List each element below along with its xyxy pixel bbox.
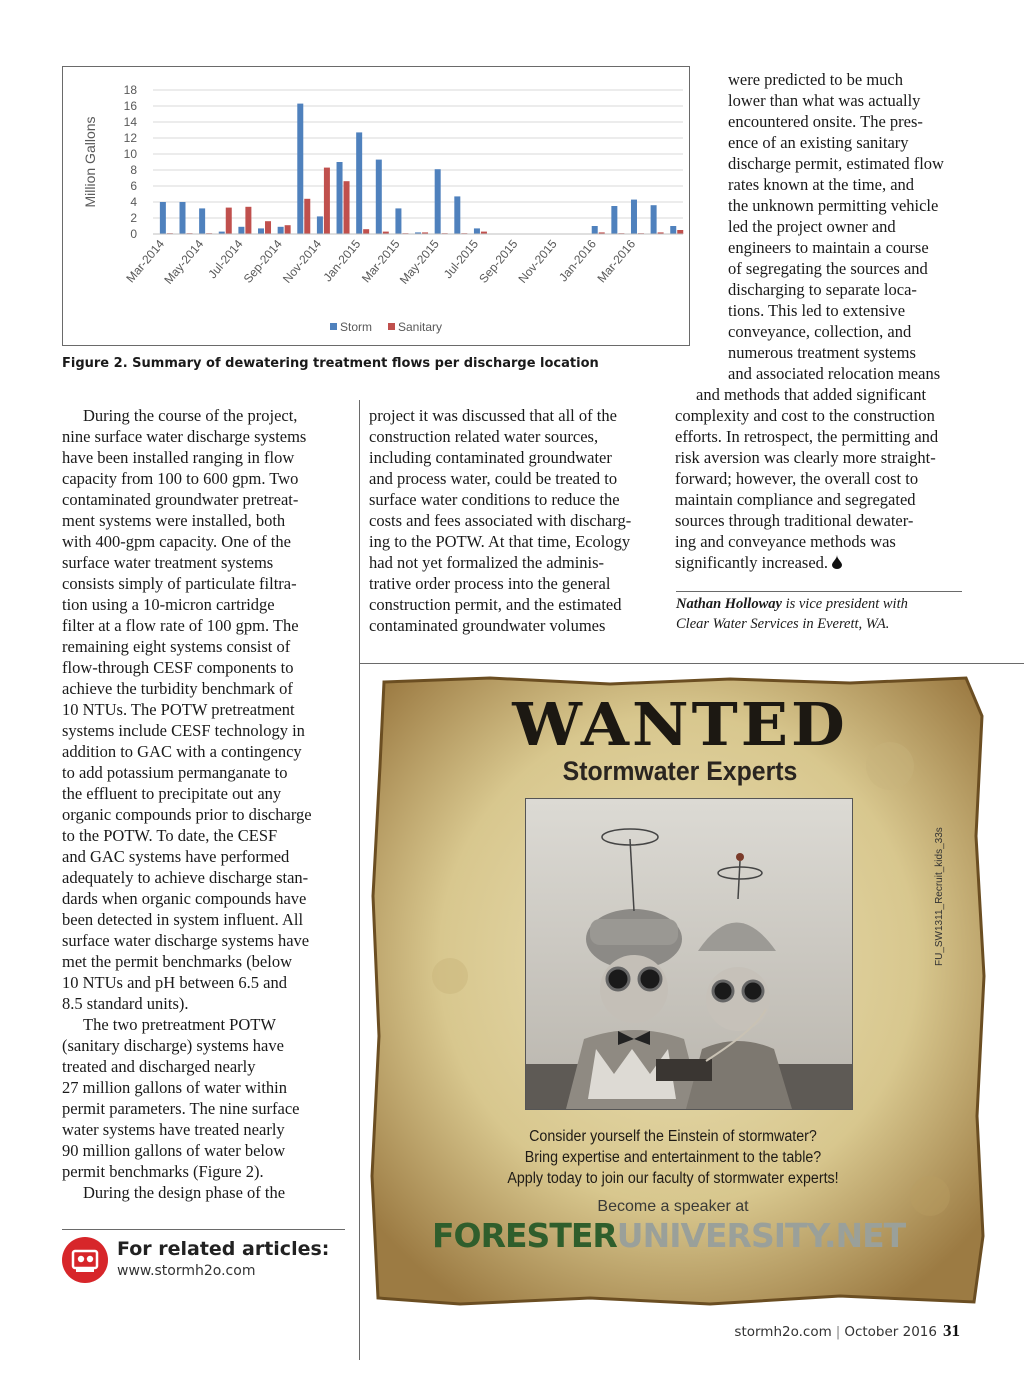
text-line: rates known at the time, and xyxy=(728,175,915,194)
x-tick-label: May-2014 xyxy=(161,236,207,287)
article-column-1 xyxy=(62,405,348,1203)
text-line: contaminated groundwater pretreat- xyxy=(62,490,299,509)
text-line: permit benchmarks (Figure 2). xyxy=(62,1162,264,1181)
end-mark-icon xyxy=(828,553,842,572)
text-line: risk aversion was clearly more straight- xyxy=(675,448,936,467)
x-tick-label: Sep-2014 xyxy=(240,236,285,286)
bar-storm xyxy=(670,226,676,234)
y-tick-label: 12 xyxy=(123,131,137,145)
bar-storm xyxy=(395,208,401,234)
text-line: achieve the turbidity benchmark of xyxy=(62,679,293,698)
text-line: complexity and cost to the construction xyxy=(675,406,935,425)
x-tick-label: May-2015 xyxy=(396,236,442,287)
text-line: 10 NTUs and pH between 6.5 and xyxy=(62,973,287,992)
bar-storm xyxy=(376,160,382,234)
x-tick-label: Sep-2015 xyxy=(476,236,521,286)
text-line: During the design phase of the xyxy=(83,1183,286,1202)
y-tick-label: 6 xyxy=(130,179,137,193)
bar-storm xyxy=(199,208,205,234)
x-tick-label: Nov-2014 xyxy=(279,236,325,286)
text-line: project it was discussed that all of the xyxy=(369,406,617,425)
related-articles-icon xyxy=(62,1237,108,1283)
text-line: tion using a 10-micron cartridge xyxy=(62,595,275,614)
text-line: tions. This led to extensive xyxy=(728,301,906,320)
related-articles-title: For related articles: xyxy=(117,1238,330,1260)
page-number: 31 xyxy=(943,1321,960,1340)
text-line: efforts. In retrospect, the permitting and xyxy=(675,427,939,446)
text-line: sources through traditional dewater- xyxy=(675,511,914,530)
text-line: 27 million gallons of water within xyxy=(62,1078,288,1097)
ad-photo-kids-colanders xyxy=(525,798,853,1110)
text-line: conveyance, collection, and xyxy=(728,322,912,341)
y-tick-label: 2 xyxy=(130,211,137,225)
text-line: During the course of the project, xyxy=(83,406,298,425)
text-line: to add potassium permanganate to xyxy=(62,763,288,782)
text-line: and methods that added significant xyxy=(696,385,927,404)
text-line: encountered onsite. The pres- xyxy=(728,112,923,131)
ad-code: FU_SW1311_Recruit_kids_33s xyxy=(934,827,945,966)
text-line: have been installed ranging in flow xyxy=(62,448,295,467)
text-line: including contaminated groundwater xyxy=(369,448,612,467)
text-line: had not yet formalized the adminis- xyxy=(369,553,605,572)
author-bio xyxy=(676,594,966,634)
bar-storm xyxy=(278,227,284,234)
text-line: and process water, could be treated to xyxy=(369,469,618,488)
text-line: contaminated groundwater volumes xyxy=(369,616,606,635)
bar-sanitary xyxy=(285,225,291,234)
y-tick-label: 4 xyxy=(130,195,137,209)
logo-university: UNIVERSITY.NET xyxy=(616,1216,906,1255)
article-column-2 xyxy=(369,405,655,636)
text-line: and associated relocation means xyxy=(728,364,941,383)
ad-top-rule xyxy=(359,663,1024,664)
bar-sanitary xyxy=(245,207,251,234)
y-tick-label: 10 xyxy=(123,147,137,161)
text-line: surface water conditions to reduce the xyxy=(369,490,620,509)
article-column-3-top xyxy=(728,69,964,384)
forester-university-ad[interactable] xyxy=(370,676,990,1308)
text-line: 10 NTUs. The POTW pretreatment xyxy=(62,700,295,719)
text-line: capacity from 100 to 600 gpm. Two xyxy=(62,469,299,488)
bar-storm xyxy=(160,202,166,234)
x-tick-label: Jul-2014 xyxy=(205,236,246,282)
text-line: surface water discharge systems have xyxy=(62,931,310,950)
bar-storm xyxy=(474,228,480,234)
text-line: 90 million gallons of water below xyxy=(62,1141,286,1160)
text-line: construction permit, and the estimated xyxy=(369,595,622,614)
text-line: discharge permit, estimated flow xyxy=(728,154,944,173)
text-line: trative order process into the general xyxy=(369,574,611,593)
bar-storm xyxy=(180,202,186,234)
text-line: ing to the POTW. At that time, Ecology xyxy=(369,532,631,551)
text-line: and GAC systems have performed xyxy=(62,847,290,866)
bar-sanitary xyxy=(226,208,232,234)
bar-storm xyxy=(238,227,244,234)
y-tick-label: 8 xyxy=(130,163,137,177)
legend-swatch-storm xyxy=(330,323,337,330)
ad-copy-line: Bring expertise and entertainment to the table? xyxy=(524,1149,822,1166)
text-line: were predicted to be much xyxy=(728,70,904,89)
text-line: maintain compliance and segregated xyxy=(675,490,916,509)
text-line: dards when organic compounds have xyxy=(62,889,307,908)
x-tick-label: Jul-2015 xyxy=(440,236,482,282)
bar-sanitary xyxy=(324,168,330,234)
x-tick-label: Mar-2015 xyxy=(358,236,403,286)
y-tick-label: 18 xyxy=(123,83,137,97)
page-footer: stormh2o.com | October 2016 31 xyxy=(734,1321,960,1340)
text-line: costs and fees associated with discharg- xyxy=(369,511,632,530)
bar-sanitary xyxy=(677,230,683,234)
bar-sanitary xyxy=(363,229,369,234)
author-name: Nathan Holloway xyxy=(676,596,782,612)
x-tick-label: Mar-2014 xyxy=(123,236,168,286)
text-line: consists simply of particulate filtra- xyxy=(62,574,297,593)
bar-sanitary xyxy=(344,181,350,234)
text-line: filter at a flow rate of 100 gpm. The xyxy=(62,616,299,635)
bar-chart xyxy=(63,67,689,345)
text-line: ing and conveyance methods was xyxy=(675,532,896,551)
bar-storm xyxy=(592,226,598,234)
text-line: to the POTW. To date, the CESF xyxy=(62,826,278,845)
text-line: been detected in system influent. All xyxy=(62,910,304,929)
text-line: The two pretreatment POTW xyxy=(83,1015,276,1034)
text-line: organic compounds prior to discharge xyxy=(62,805,312,824)
bio-rule xyxy=(676,591,962,592)
article-column-3-wrap xyxy=(675,384,967,573)
x-tick-label: Jan-2016 xyxy=(556,236,599,285)
footer-site: stormh2o.com xyxy=(734,1324,832,1340)
bar-storm xyxy=(317,216,323,234)
bar-storm xyxy=(454,196,460,234)
text-line: engineers to maintain a course xyxy=(728,238,929,257)
text-line: led the project owner and xyxy=(728,217,896,236)
text-line: water systems have treated nearly xyxy=(62,1120,285,1139)
bar-sanitary xyxy=(265,221,271,234)
column-divider xyxy=(359,400,360,1360)
forester-university-logo[interactable] xyxy=(432,1216,905,1255)
ad-copy xyxy=(370,1126,976,1189)
footer-issue: October 2016 xyxy=(844,1324,937,1340)
text-line: ment systems were installed, both xyxy=(62,511,286,530)
text-line: systems include CESF technology in xyxy=(62,721,305,740)
bar-storm xyxy=(435,169,441,234)
bar-storm xyxy=(297,104,303,234)
y-tick-label: 0 xyxy=(130,227,137,241)
bar-storm xyxy=(258,228,264,234)
text-line: the unknown permitting vehicle xyxy=(728,196,939,215)
ad-become-speaker: Become a speaker at xyxy=(597,1198,749,1215)
logo-forester: FORESTER xyxy=(432,1216,617,1255)
text-line: 8.5 standard units). xyxy=(62,994,189,1013)
text-line: addition to GAC with a contingency xyxy=(62,742,302,761)
text-line: permit parameters. The nine surface xyxy=(62,1099,300,1118)
text-line: ence of an existing sanitary xyxy=(728,133,909,152)
text-line: discharging to separate loca- xyxy=(728,280,917,299)
text-line: numerous treatment systems xyxy=(728,343,916,362)
bar-storm xyxy=(611,206,617,234)
text-line: construction related water sources, xyxy=(369,427,599,446)
figure-caption: Figure 2. Summary of dewatering treatment flows per discharge location xyxy=(62,356,599,371)
y-axis-label: Million Gallons xyxy=(82,116,98,208)
bar-storm xyxy=(631,200,637,234)
legend-swatch-sanitary xyxy=(388,323,395,330)
text-line: flow-through CESF components to xyxy=(62,658,294,677)
related-rule xyxy=(62,1229,345,1230)
author-company: Clear Water Services in Everett, WA. xyxy=(676,616,890,632)
text-line: lower than what was actually xyxy=(728,91,921,110)
related-articles-link[interactable]: www.stormh2o.com xyxy=(117,1263,256,1279)
ad-subheadline: Stormwater Experts xyxy=(562,756,798,786)
text-line: with 400-gpm capacity. One of the xyxy=(62,532,291,551)
bar-storm xyxy=(337,162,343,234)
text-line: forward; however, the overall cost to xyxy=(675,469,919,488)
x-tick-label: Nov-2015 xyxy=(515,236,560,286)
text-line: (sanitary discharge) systems have xyxy=(62,1036,284,1055)
y-tick-label: 14 xyxy=(123,115,137,129)
text-line: nine surface water discharge systems xyxy=(62,427,307,446)
text-line: of segregating the sources and xyxy=(728,259,928,278)
author-role: is vice president with xyxy=(781,596,908,612)
text-line: met the permit benchmarks (below xyxy=(62,952,293,971)
bar-sanitary xyxy=(304,199,310,234)
x-tick-label: Jan-2015 xyxy=(320,236,364,285)
text-line: adequately to achieve discharge stan- xyxy=(62,868,309,887)
ad-copy-line: Apply today to join our faculty of stormwater experts! xyxy=(507,1170,839,1187)
ad-headline: WANTED xyxy=(512,689,848,760)
text-line: treated and discharged nearly xyxy=(62,1057,256,1076)
x-tick-label: Mar-2016 xyxy=(594,236,639,286)
ad-copy-line: Consider yourself the Einstein of stormwater? xyxy=(529,1128,817,1145)
text-line: significantly increased. xyxy=(675,552,967,573)
y-tick-label: 16 xyxy=(123,99,137,113)
text-line: surface water treatment systems xyxy=(62,553,274,572)
chart-figure xyxy=(62,66,690,346)
bar-storm xyxy=(651,205,657,234)
legend-label-storm: Storm xyxy=(340,320,373,334)
text-line: the effluent to precipitate out any xyxy=(62,784,282,803)
text-line: remaining eight systems consist of xyxy=(62,637,291,656)
legend-label-sanitary: Sanitary xyxy=(398,320,443,334)
bar-storm xyxy=(356,132,362,234)
